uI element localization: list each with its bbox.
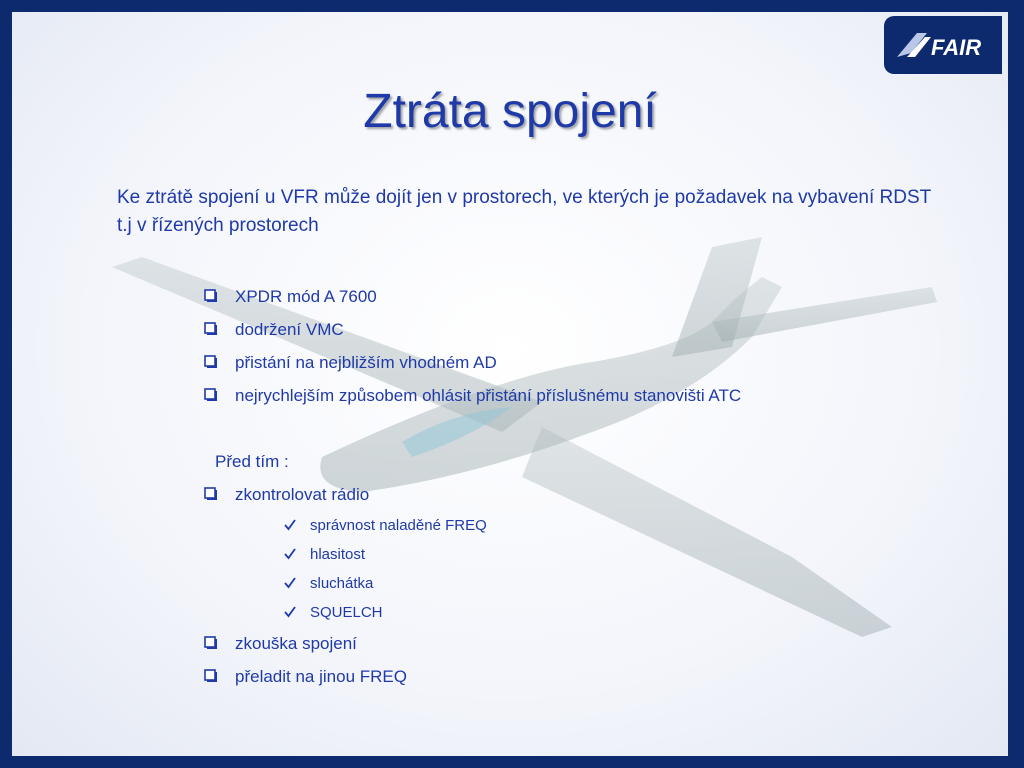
list-item [204,379,924,412]
checkbox-bullet-icon [204,487,217,500]
sub-list-item [204,511,924,540]
sub-list-item [204,569,924,598]
sub-list-item-label: hlasitost [310,546,366,563]
sub-list-item-label: SQUELCH [310,604,383,621]
intro-paragraph: Ke ztrátě spojení u VFR může dojít jen v prostorech, ve kterých je požadavek na vybavení RDST t.j v řízených prostorech [117,187,931,236]
list-item-label: XPDR mód A 7600 [235,287,377,306]
list-item [204,280,924,313]
list-item [204,346,924,379]
list-item-label: zkouška spojení [235,634,357,653]
list-item-label: dodržení VMC [235,320,344,339]
slide [12,12,1008,756]
sub-list-item [204,598,924,627]
checkbox-bullet-icon [204,669,217,682]
checkmark-bullet-icon [284,577,296,589]
list-item [204,478,924,511]
svg-text:FAIR: FAIR [931,35,982,60]
list-item-label: přistání na nejbližším vhodném AD [235,353,497,372]
list-item-label: nejrychlejším způsobem ohlásit přistání příslušnému stanovišti ATC [235,386,742,405]
checkmark-bullet-icon [284,548,296,560]
before-label: Před tím : [215,452,289,471]
checkbox-bullet-icon [204,322,217,335]
list-item-label: přeladit na jinou FREQ [235,667,407,686]
checkbox-bullet-icon [204,355,217,368]
checkmark-bullet-icon [284,606,296,618]
sub-list-item-label: správnost naladěné FREQ [310,517,487,534]
slide-title: Ztráta spojení [363,85,657,138]
list-item [204,660,924,693]
checkmark-bullet-icon [284,519,296,531]
fair-logo-icon [891,23,995,67]
list-item-label: zkontrolovat rádio [235,485,370,504]
checkbox-bullet-icon [204,289,217,302]
sub-list-item [204,540,924,569]
list-item [204,627,924,660]
bullet-list [204,280,924,693]
before-heading [204,445,924,478]
fair-logo [884,16,1002,74]
checkbox-bullet-icon [204,388,217,401]
checkbox-bullet-icon [204,636,217,649]
list-item [204,313,924,346]
sub-list-item-label: sluchátka [310,575,374,592]
